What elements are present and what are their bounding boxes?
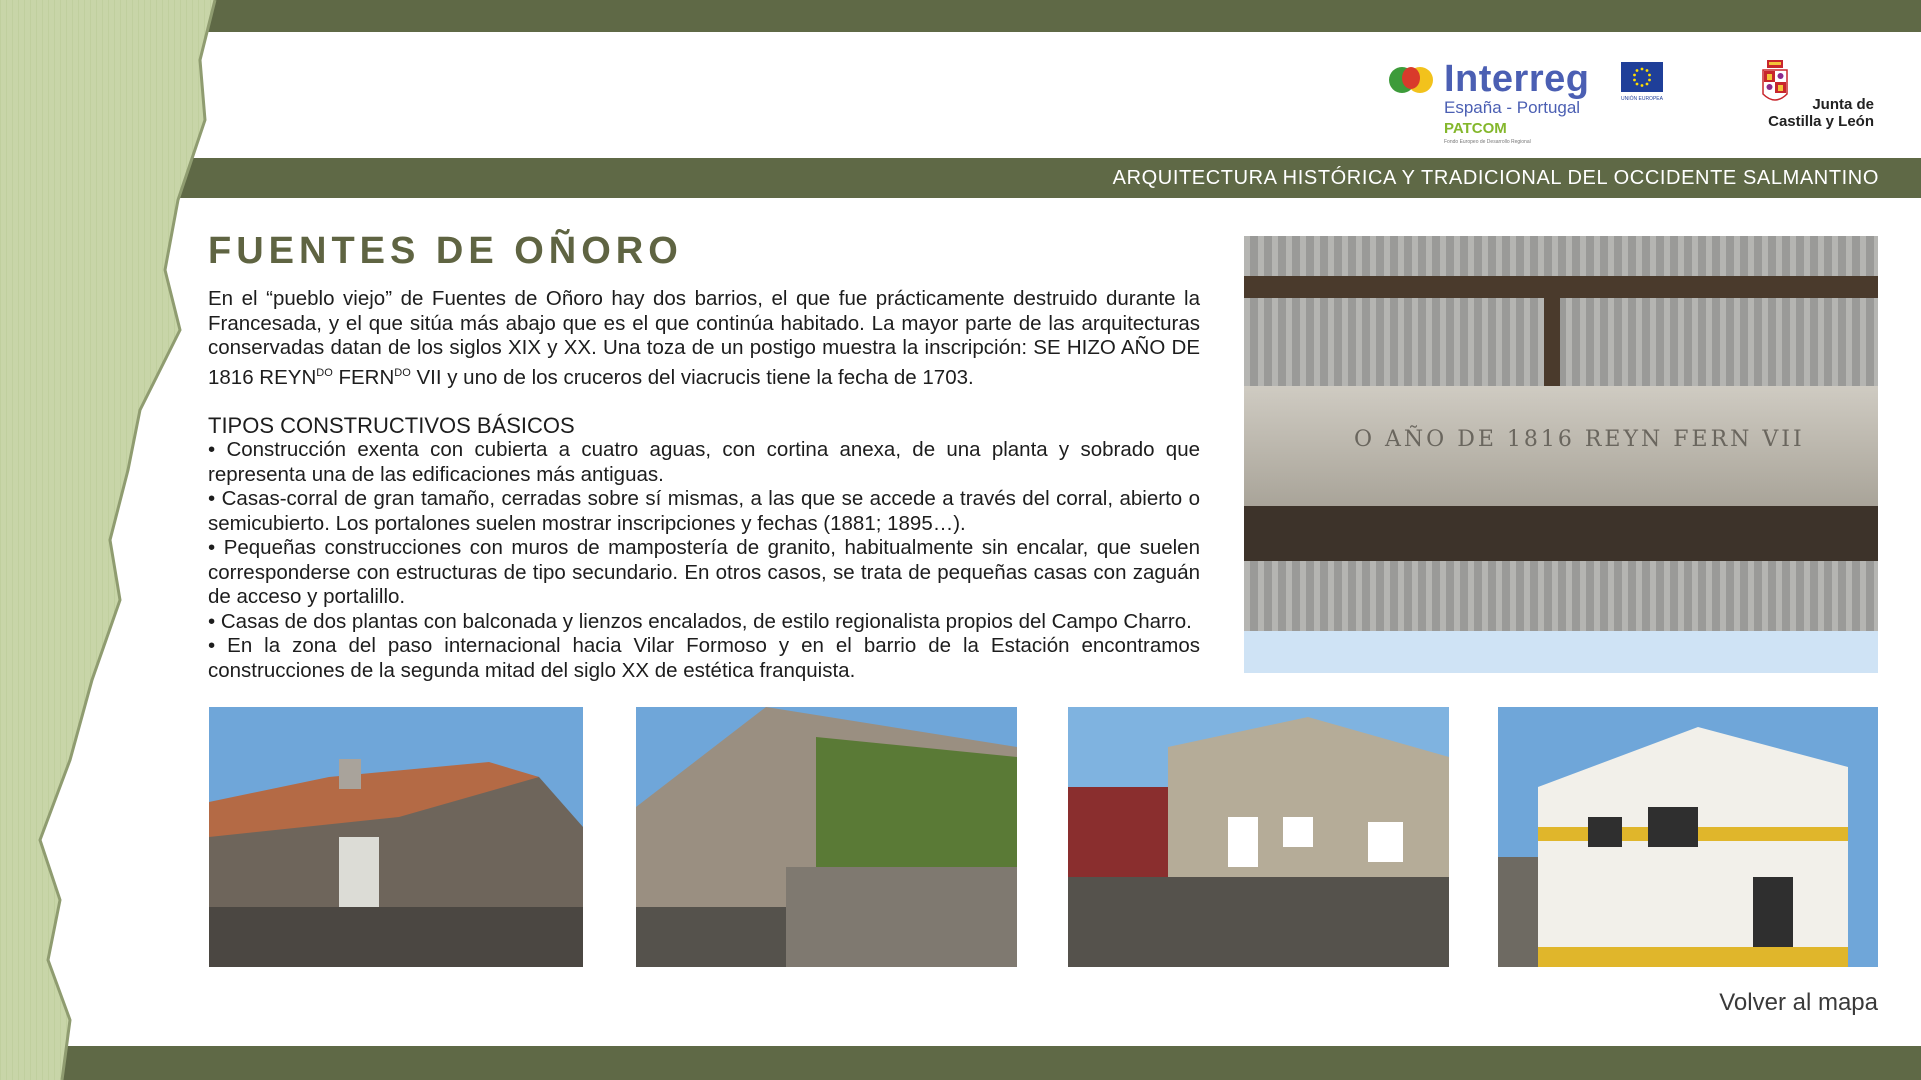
- intro-sup-1: DO: [316, 366, 333, 379]
- top-bar: [0, 0, 1921, 32]
- junta-castilla-leon-logo: [1746, 60, 1876, 140]
- list-item: • Construcción exenta con cubierta a cuatro aguas, con cortina anexa, de una planta y sobrado que representa una de las edificaciones más antiguas.: [208, 438, 1200, 486]
- intro-text-a: En el “pueblo viejo” de Fuentes de Oñoro hay dos barrios, el que fue prácticamente destruido durante la Francesada, y el que sitúa más abajo que es el que continúa habitado. La mayor parte de las arquitecturas conservadas datan de los siglos XIX y XX. Una toza de un postigo muestra la inscripción: SE HIZO AÑO DE 1816 REYN: [208, 287, 1200, 389]
- interreg-wordmark: Interreg: [1444, 58, 1590, 100]
- junta-line2: Castilla y León: [1768, 113, 1874, 130]
- patcom-label: PATCOM: [1444, 120, 1507, 137]
- intro-paragraph: [208, 287, 1200, 390]
- granite-wall-photo: [636, 707, 1017, 967]
- stone-house-photo: [209, 707, 583, 967]
- whitewashed-house-photo: [1498, 707, 1878, 967]
- junta-line1: Junta de: [1812, 96, 1874, 113]
- eu-caption: UNIÓN EUROPEA: [1621, 96, 1663, 102]
- interreg-subtitle: España - Portugal: [1444, 98, 1581, 117]
- interreg-logo: [1388, 58, 1668, 148]
- list-item: • En la zona del paso internacional hacia Vilar Formoso y en el barrio de la Estación encontramos construcciones de la segunda mitad del siglo XX de estética franquista.: [208, 634, 1200, 682]
- intro-text-b: FERN: [332, 365, 395, 389]
- page-title: FUENTES DE OÑORO: [208, 230, 683, 272]
- section-heading: TIPOS CONSTRUCTIVOS BÁSICOS: [208, 412, 575, 438]
- left-paper-decoration: [0, 0, 230, 1080]
- list-item: • Casas de dos plantas con balconada y lienzos encalados, de estilo regionalista propios del Campo Charro.: [208, 609, 1192, 633]
- intro-sup-2: DO: [394, 366, 411, 379]
- intro-text-c: VII y uno de los cruceros del viacrucis tiene la fecha de 1703.: [410, 365, 974, 389]
- courtyard-house-photo: [1068, 707, 1449, 967]
- fund-caption: Fondo Europeo de Desarrollo Regional: [1444, 139, 1531, 145]
- interreg-emblem-icon: [1388, 64, 1434, 96]
- section-strip-title: ARQUITECTURA HISTÓRICA Y TRADICIONAL DEL OCCIDENTE SALMANTINO: [160, 158, 1921, 198]
- list-item: • Pequeñas construcciones con muros de mampostería de granito, habitualmente sin encalar, que suelen corresponderse con estructuras de tipo secundario. En otros casos, se trata de pequeñas casas con zaguán de acceso y portalillo.: [208, 536, 1200, 609]
- back-to-map-link[interactable]: Volver al mapa: [1719, 989, 1878, 1016]
- eu-flag-icon: [1621, 62, 1663, 102]
- lintel-inscription-text: O AÑO DE 1816 REYN FERN VII: [1354, 427, 1805, 452]
- lintel-inscription-photo: [1244, 236, 1878, 673]
- list-item: • Casas-corral de gran tamaño, cerradas sobre sí mismas, a las que se accede a través del corral, abierto o semicubierto. Los portalones suelen mostrar inscripciones y fechas (1881; 1895…).: [208, 487, 1200, 535]
- description-text: [208, 287, 1200, 683]
- bottom-bar: [0, 1046, 1921, 1080]
